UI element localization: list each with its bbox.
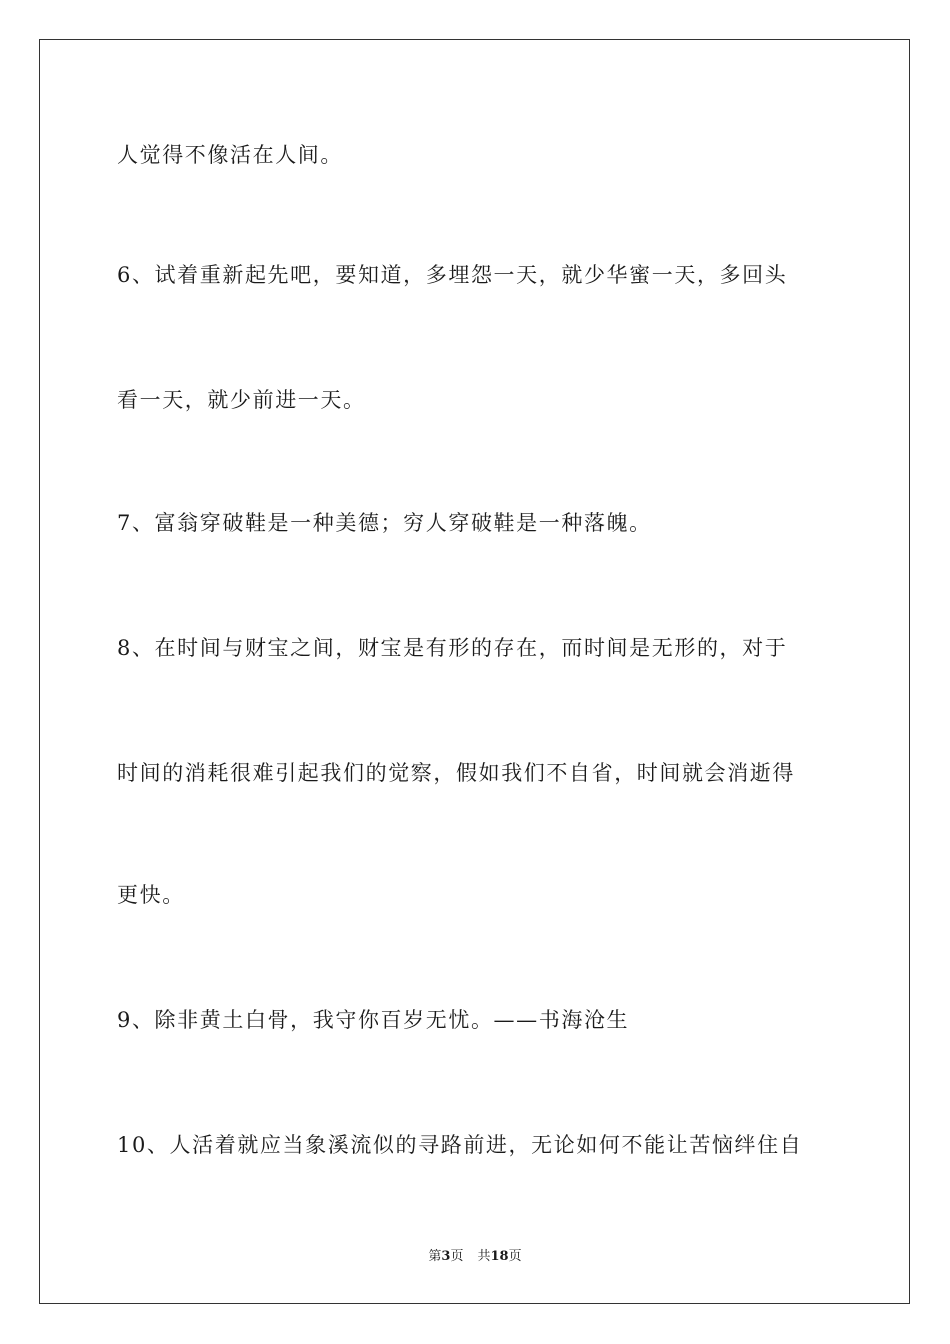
text-line: 9、除非黄土白骨，我守你百岁无忧。——书海沧生 (117, 1008, 630, 1032)
text-line: 时间的消耗很难引起我们的觉察，假如我们不自省，时间就会消逝得 (117, 761, 795, 785)
text-line: 7、富翁穿破鞋是一种美德；穷人穿破鞋是一种落魄。 (117, 511, 652, 535)
text-line: 看一天，就少前进一天。 (117, 388, 366, 412)
page-number: 3 (441, 1249, 451, 1264)
page-prefix: 第 (428, 1249, 442, 1264)
page-border (39, 39, 910, 1304)
total-suffix: 页 (508, 1249, 522, 1264)
page-footer (0, 1248, 950, 1266)
text-line: 6、试着重新起先吧，要知道，多埋怨一天，就少华蜜一天，多回头 (117, 263, 788, 287)
total-prefix: 共 (477, 1249, 491, 1264)
text-line: 更快。 (117, 883, 185, 907)
text-line: 8、在时间与财宝之间，财宝是有形的存在，而时间是无形的，对于 (117, 636, 788, 660)
total-pages: 18 (490, 1249, 509, 1264)
text-line: 人觉得不像活在人间。 (117, 143, 343, 167)
text-line: 10、人活着就应当象溪流似的寻路前进，无论如何不能让苦恼绊住自 (117, 1133, 803, 1157)
page-suffix: 页 (450, 1249, 464, 1264)
